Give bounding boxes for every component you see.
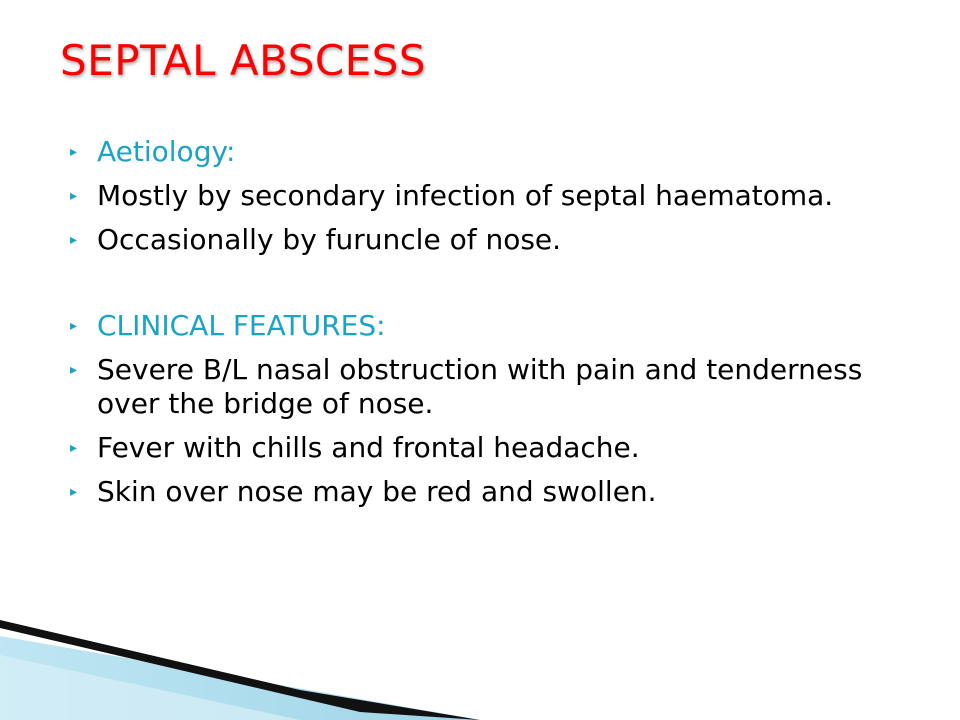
arrow-bullet-icon: ▸	[70, 232, 78, 248]
bullet-text: Mostly by secondary infection of septal haematoma.	[97, 179, 834, 212]
arrow-bullet-icon: ▸	[70, 362, 78, 378]
arrow-bullet-icon: ▸	[70, 440, 78, 456]
bullet-text: Skin over nose may be red and swollen.	[97, 475, 657, 508]
bullet-text: Severe B/L nasal obstruction with pain and tenderness over the bridge of nose.	[97, 353, 863, 420]
arrow-bullet-icon: ▸	[70, 188, 78, 204]
bullet-text: Fever with chills and frontal headache.	[97, 431, 640, 464]
arrow-bullet-icon: ▸	[70, 318, 78, 334]
bullet-text: Occasionally by furuncle of nose.	[97, 223, 562, 256]
slide-title: SEPTAL ABSCESS	[60, 36, 427, 85]
bullet-text: CLINICAL FEATURES:	[97, 309, 386, 342]
bullet-text: Aetiology:	[97, 135, 236, 168]
arrow-bullet-icon: ▸	[70, 144, 78, 160]
arrow-bullet-icon: ▸	[70, 484, 78, 500]
